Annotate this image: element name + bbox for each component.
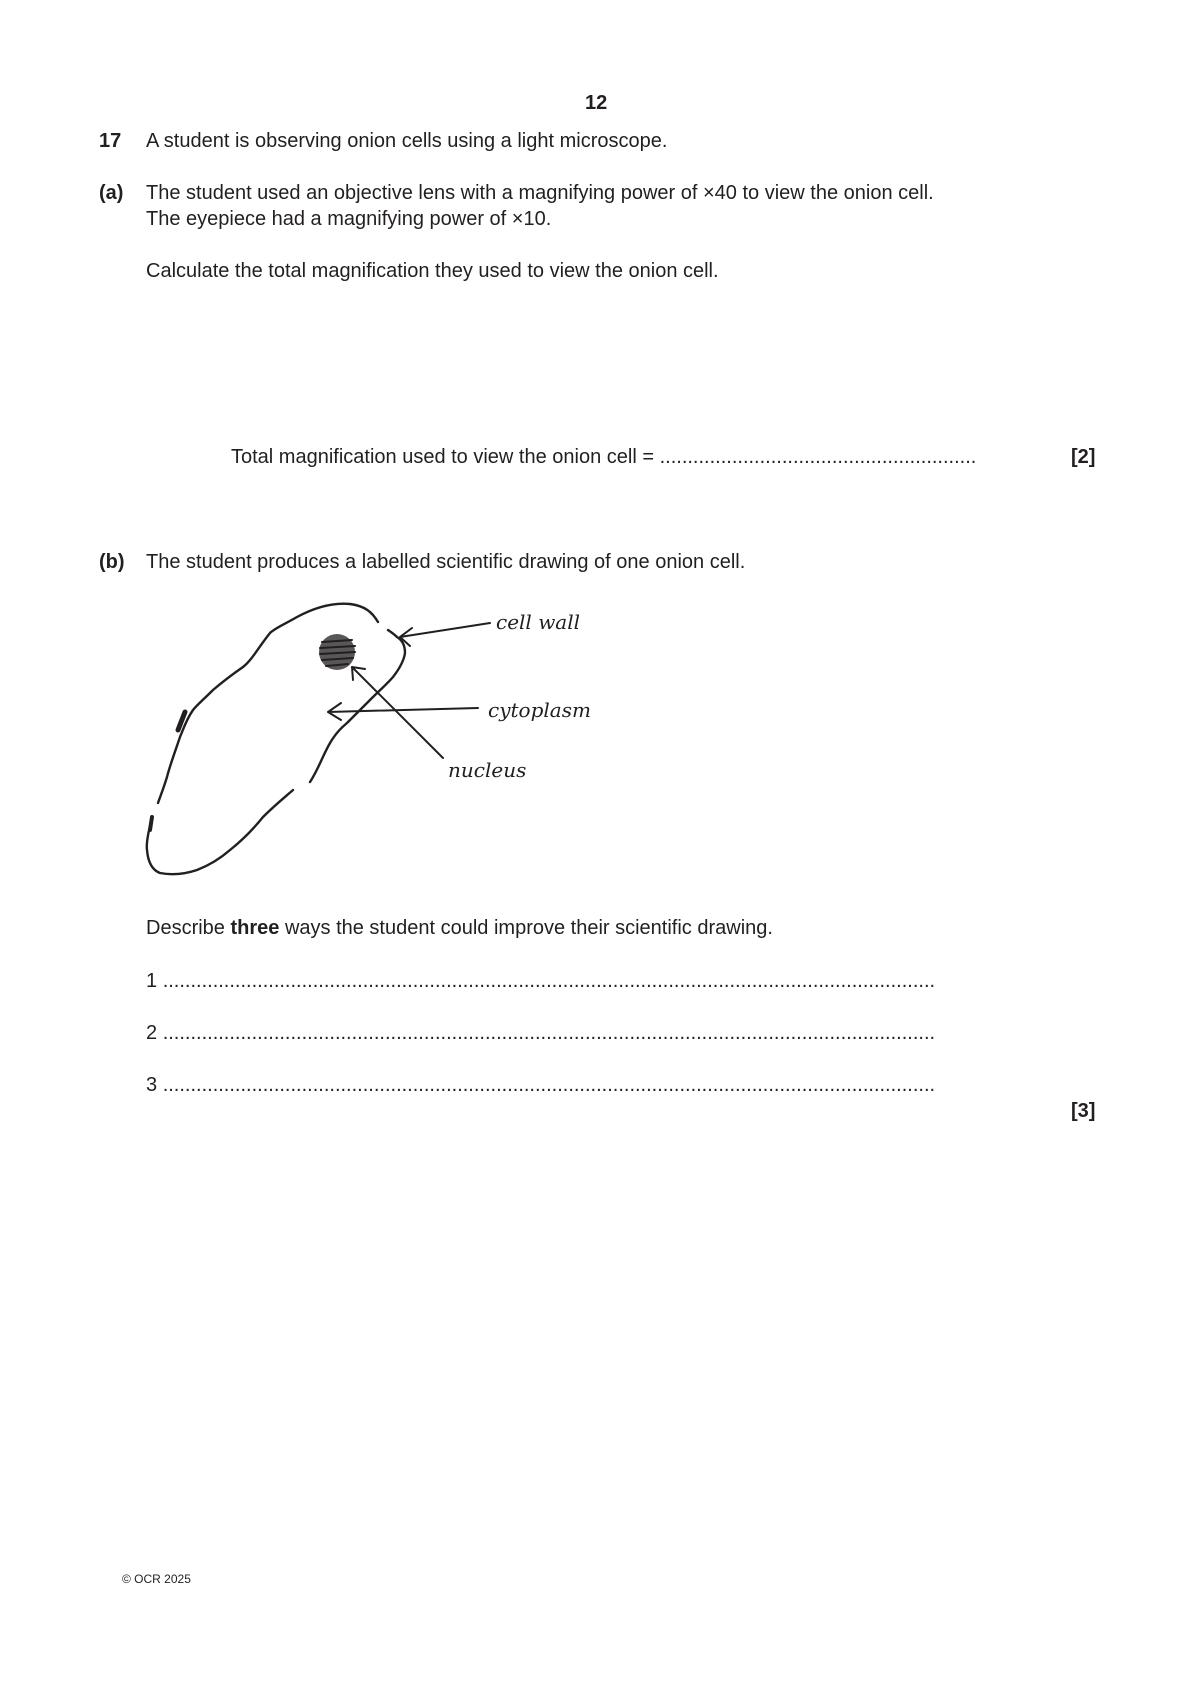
label-cell-wall: cell wall	[496, 610, 581, 634]
part-b-intro: The student produces a labelled scientific drawing of one onion cell.	[146, 551, 746, 573]
answer-line-1[interactable]: 1 ...........................................................................................................................................	[146, 970, 936, 992]
cell-outline	[158, 604, 378, 803]
part-b-instruction: Describe three ways the student could improve their scientific drawing.	[146, 917, 773, 939]
label-cytoplasm: cytoplasm	[488, 698, 591, 722]
nucleus-arrow	[352, 667, 443, 758]
answer-prompt: Total magnification used to view the onion cell =	[231, 446, 660, 468]
part-b-marks: [3]	[1071, 1100, 1096, 1122]
footer-copyright: © OCR 2025	[122, 1572, 191, 1586]
answer-line-3[interactable]: 3 ...........................................................................................................................................	[146, 1074, 936, 1096]
part-a-instruction: Calculate the total magnification they used to view the onion cell.	[146, 260, 719, 282]
part-a-marks: [2]	[1071, 446, 1096, 468]
nucleus-shading	[319, 634, 355, 670]
question-stem: A student is observing onion cells using a light microscope.	[146, 130, 668, 152]
part-b-label: (b)	[99, 551, 125, 573]
cell-wall-arrow	[400, 623, 490, 646]
page-number: 12	[585, 92, 608, 114]
answer-line-2[interactable]: 2 ...........................................................................................................................................	[146, 1022, 936, 1044]
part-a-line1: The student used an objective lens with a magnifying power of ×40 to view the onion cell.	[146, 182, 934, 204]
part-a-line2: The eyepiece had a magnifying power of ×10.	[146, 208, 552, 230]
label-nucleus: nucleus	[448, 758, 527, 782]
question-number: 17	[99, 130, 122, 152]
part-a-label: (a)	[99, 182, 124, 204]
answer-dots[interactable]: .........................................................	[659, 446, 977, 468]
